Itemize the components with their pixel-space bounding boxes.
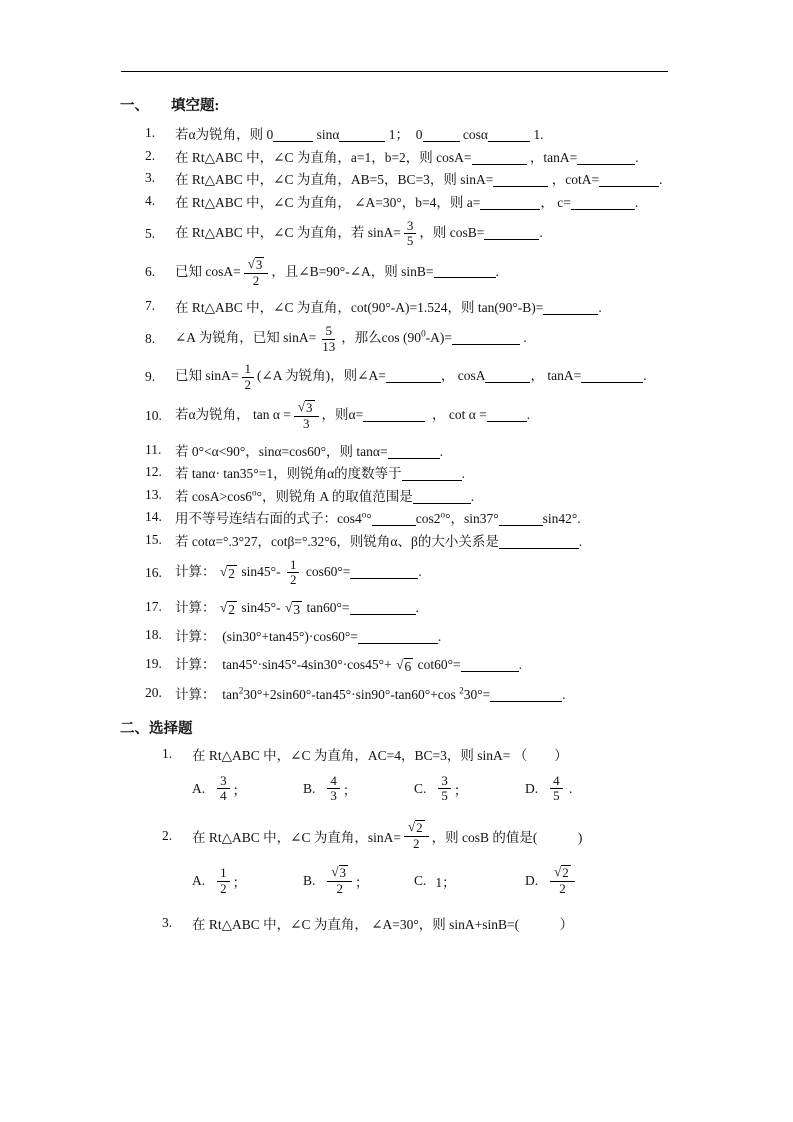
fraction-numerator — [244, 257, 269, 274]
list-item — [120, 625, 676, 645]
list-item — [120, 324, 676, 354]
text-run: . — [461, 466, 466, 482]
text-run: 在 Rt△ABC 中，∠C 为直角， ∠A=30°，b=4，则 a= — [175, 194, 481, 210]
fraction — [550, 774, 563, 804]
fraction-denominator: 5 — [406, 233, 414, 249]
text-run: . — [495, 263, 499, 279]
fraction-denominator: 2 — [289, 572, 297, 588]
fraction — [217, 774, 230, 804]
text-run: °，则锐角 A 的取值范围是 — [256, 488, 413, 504]
item-content — [175, 257, 676, 288]
choice-question — [120, 913, 676, 933]
item-content — [175, 440, 676, 460]
blank-field — [499, 512, 543, 527]
sqrt-expression — [396, 658, 413, 675]
option — [192, 774, 303, 804]
text-run: ，则α= — [321, 407, 364, 423]
text-run: sin45°- — [238, 599, 284, 615]
blank-field — [386, 369, 441, 384]
option — [192, 865, 303, 896]
radical-icon: √ — [407, 818, 416, 834]
item-number: 6. — [145, 264, 156, 280]
radicand: 3 — [255, 256, 263, 272]
blank-field — [490, 687, 562, 702]
item-content — [175, 530, 676, 550]
blank-field — [480, 195, 540, 210]
radicand: 2 — [416, 819, 423, 835]
section1-label: 一、 — [120, 98, 149, 114]
fraction-denominator: 2 — [559, 881, 566, 897]
fill-in-items — [120, 123, 676, 703]
option-label: D. — [525, 873, 539, 889]
fraction-denominator: 5 — [441, 788, 448, 804]
fraction-denominator: 4 — [220, 788, 227, 804]
choice-question — [120, 744, 676, 804]
text-run: ，tanA= — [526, 149, 578, 165]
text-run: 在 Rt△ABC 中，∠C 为直角， ∠A=30°，则 sinA+sinB=( ） — [192, 916, 574, 932]
option-content — [547, 865, 578, 896]
sqrt-expression — [220, 565, 237, 582]
fraction-denominator: 3 — [330, 788, 337, 804]
text-run: 1. — [529, 127, 544, 142]
option — [525, 865, 636, 896]
blank-field — [487, 408, 527, 423]
item-number: 16. — [145, 564, 162, 580]
fraction-numerator: 3 — [438, 774, 451, 790]
text-run: . — [518, 657, 523, 673]
text-run: 在 Rt△ABC 中，∠C 为直角，cot(90°-A)=1.524，则 tan(90°-B)= — [175, 300, 544, 316]
item-content — [175, 362, 676, 392]
text-run: 在 Rt△ABC 中，∠C 为直角，AB=5，BC=3，则 sinA= — [175, 172, 494, 187]
superscript: 2 — [459, 685, 464, 696]
blank-field — [434, 264, 496, 279]
blank-field — [543, 301, 598, 316]
text-run: . — [539, 224, 543, 240]
option-label: A. — [192, 780, 206, 796]
blank-field — [577, 150, 635, 165]
list-item — [120, 296, 676, 316]
item-number: 3. — [145, 170, 156, 185]
text-run: . — [578, 533, 583, 549]
item-number: 9. — [145, 369, 156, 385]
fraction — [294, 400, 319, 431]
item-number: 15. — [145, 531, 162, 547]
question-stem — [120, 913, 676, 933]
fraction-numerator — [327, 865, 352, 882]
text-run: ， tanA= — [530, 368, 582, 384]
fraction-numerator — [294, 400, 319, 417]
list-item — [120, 683, 676, 703]
blank-field — [423, 128, 460, 143]
item-number: 17. — [145, 598, 162, 614]
option-label: C. — [414, 780, 427, 796]
fraction-denominator: 3 — [302, 416, 310, 432]
superscript: 0 — [421, 328, 426, 339]
radical-icon: √ — [284, 599, 293, 615]
option-label: D. — [525, 780, 539, 796]
text-run: 若α为锐角， tan α = — [175, 407, 291, 423]
text-run: 若 tanα· tan35°=1，则锐角α的度数等于 — [175, 466, 402, 482]
text-run: . — [418, 563, 422, 579]
list-item — [120, 168, 676, 188]
text-run: 1； 0 — [385, 127, 423, 142]
list-item — [120, 362, 676, 392]
fraction — [287, 558, 300, 588]
text-run: . — [598, 300, 602, 316]
question-number: 2. — [162, 827, 173, 843]
item-number: 1. — [145, 125, 156, 140]
fraction-numerator: 1 — [242, 362, 255, 378]
list-item — [120, 123, 676, 143]
option-content — [324, 774, 356, 804]
question-text — [192, 913, 573, 933]
text-run: 计算： tan45°·sin45°-4sin30°·cos45°+ — [175, 657, 396, 673]
item-number: 7. — [145, 298, 156, 314]
sqrt-expression — [220, 601, 237, 618]
fraction-numerator — [550, 865, 575, 882]
item-content — [175, 296, 676, 316]
blank-field — [488, 128, 530, 143]
text-run: ， cot α = — [425, 407, 487, 423]
radicand: 2 — [228, 601, 236, 617]
option-content — [435, 774, 467, 804]
list-item — [120, 596, 676, 618]
item-content — [175, 558, 676, 588]
list-item — [120, 191, 676, 211]
option-content — [214, 774, 246, 804]
radicand: 3 — [293, 601, 301, 617]
item-number: 20. — [145, 684, 162, 700]
text-run: ，则 cosB= — [419, 224, 485, 240]
fraction — [242, 362, 255, 392]
fraction-denominator: 13 — [322, 338, 336, 354]
fraction-numerator: 3 — [217, 774, 230, 790]
text-run: . — [526, 407, 531, 423]
fraction — [327, 774, 340, 804]
text-run: 若 0°<α<90°，sinα=cos60°，则 tanα= — [175, 443, 388, 459]
sqrt-expression — [248, 257, 265, 273]
content-area — [120, 94, 676, 939]
text-run: sin42°. — [542, 511, 581, 527]
blank-field — [499, 534, 579, 549]
item-number: 19. — [145, 656, 162, 672]
text-run: . — [415, 599, 419, 615]
option — [525, 774, 636, 804]
text-run: 若 cotα=°.3°27，cotβ=°.32°6，则锐角α、β的大小关系是 — [175, 533, 499, 549]
text-run: . — [437, 629, 442, 645]
fraction-numerator: 3 — [404, 219, 417, 235]
text-run: °，sin37° — [445, 511, 499, 527]
text-run: ° — [366, 511, 372, 527]
fraction-numerator: 1 — [217, 866, 230, 882]
text-run: cos2 — [415, 511, 441, 527]
option-label: B. — [303, 873, 316, 889]
text-run: . — [643, 368, 647, 384]
text-run: sinα — [313, 127, 340, 142]
blank-field — [472, 150, 527, 165]
section1-title: 填空题: — [171, 98, 220, 114]
list-item — [120, 146, 676, 166]
list-item — [120, 653, 676, 675]
item-content — [175, 123, 676, 143]
fraction-denominator: 2 — [220, 880, 227, 896]
fraction-denominator: 2 — [336, 881, 343, 897]
item-number: 18. — [145, 627, 162, 643]
text-run: ，cotA= — [548, 172, 600, 187]
text-run: 30°= — [463, 686, 491, 702]
text-run: 30°+2sin60°-tan45°·sin90°-tan60°+cos — [243, 686, 460, 702]
text-run: cosα — [459, 127, 488, 142]
text-run: ， c= — [540, 194, 571, 210]
text-run: 在 Rt△ABC 中，∠C 为直角，AC=4，BC=3，则 sinA= （ ） — [192, 747, 568, 763]
blank-field — [581, 369, 643, 384]
fraction-numerator: 4 — [327, 774, 340, 790]
question-stem — [120, 744, 676, 764]
fraction-denominator: 2 — [244, 376, 251, 392]
item-content — [175, 191, 676, 211]
text-run: . — [659, 172, 663, 187]
item-number: 5. — [145, 225, 156, 241]
text-run: 计算： — [175, 563, 219, 579]
superscript: o — [361, 509, 367, 520]
radicand: 2 — [562, 865, 569, 881]
text-run: sin45°- — [238, 563, 284, 579]
sqrt-expression — [408, 820, 425, 836]
text-run: . — [470, 488, 475, 504]
option — [414, 774, 525, 804]
section2-heading: 二、选择题 — [120, 720, 193, 737]
item-number: 10. — [145, 408, 162, 423]
list-item — [120, 530, 676, 550]
text-run: ∠A 为锐角，已知 sinA= — [175, 330, 317, 346]
text-run: ，那么cos (90 — [341, 330, 422, 346]
sqrt-expression — [554, 865, 571, 881]
option-content — [547, 774, 572, 804]
text-run: ； — [453, 782, 468, 798]
item-number: 14. — [145, 509, 162, 525]
text-run: ； — [355, 875, 369, 891]
text-run: -A)= — [425, 330, 453, 346]
superscript: o — [440, 509, 446, 520]
list-item — [120, 485, 676, 505]
choice-question — [120, 820, 676, 897]
text-run: . — [565, 780, 573, 796]
fraction — [217, 866, 230, 896]
radical-icon: √ — [554, 864, 562, 880]
item-content — [175, 219, 676, 249]
blank-field — [493, 173, 548, 188]
option-content — [435, 871, 455, 891]
text-run: 在 Rt△ABC 中，∠C 为直角，若 sinA= — [175, 224, 401, 240]
option — [303, 774, 414, 804]
item-content — [175, 146, 676, 166]
text-run: . — [562, 686, 566, 702]
section1-heading — [120, 94, 676, 115]
top-divider — [121, 71, 668, 72]
radical-icon: √ — [247, 255, 255, 271]
question-number: 1. — [162, 745, 173, 761]
list-item — [120, 257, 676, 288]
fraction-numerator: 5 — [322, 324, 335, 340]
item-number: 2. — [145, 147, 156, 163]
options-row — [192, 774, 676, 804]
text-run: 在 Rt△ABC 中，∠C 为直角，sinA= — [192, 829, 401, 845]
sqrt-expression — [331, 865, 348, 881]
text-run: cot60°= — [414, 657, 461, 673]
item-number: 11. — [145, 441, 162, 457]
blank-field — [388, 444, 440, 459]
radicand: 3 — [306, 400, 313, 416]
list-item — [120, 219, 676, 249]
text-run: 若α为锐角，则 0 — [175, 127, 274, 142]
choice-questions — [120, 744, 676, 933]
item-content — [175, 683, 676, 703]
radicand: 3 — [339, 865, 347, 881]
text-run: 计算： (sin30°+tan45°)·cos60°= — [175, 629, 358, 645]
question-number: 3. — [162, 914, 173, 930]
text-run: 已知 sinA= — [175, 368, 239, 384]
option — [303, 865, 414, 896]
item-content — [175, 596, 676, 618]
item-content — [175, 653, 676, 675]
question-text — [192, 744, 568, 764]
radical-icon: √ — [331, 864, 339, 880]
option-content — [214, 866, 246, 896]
blank-field — [485, 369, 530, 384]
blank-field — [452, 331, 520, 346]
blank-field — [484, 225, 539, 240]
text-run: cos60°= — [302, 563, 351, 579]
item-number: 12. — [145, 464, 162, 480]
blank-field — [350, 564, 418, 579]
text-run: 已知 cosA= — [175, 263, 241, 279]
text-run: 计算： — [175, 599, 219, 615]
fraction — [550, 865, 575, 896]
sqrt-expression — [285, 601, 302, 618]
item-content — [175, 485, 676, 505]
radical-icon: √ — [396, 657, 404, 673]
text-run: tan60°= — [303, 599, 350, 615]
blank-field — [461, 658, 519, 673]
superscript: o — [251, 487, 257, 498]
fraction — [404, 219, 417, 249]
fraction — [244, 257, 269, 288]
item-content — [175, 462, 676, 482]
item-content — [175, 625, 676, 645]
option-label: A. — [192, 873, 206, 889]
item-content — [175, 400, 676, 431]
superscript: 2 — [238, 685, 244, 696]
text-run: ； — [232, 875, 247, 891]
option-label: B. — [303, 780, 316, 796]
options-row — [192, 865, 676, 896]
fraction — [404, 820, 429, 851]
text-run: . — [439, 443, 443, 459]
item-content — [175, 324, 676, 354]
fraction — [319, 324, 338, 354]
blank-field — [339, 128, 385, 143]
item-content — [175, 168, 676, 188]
blank-field — [413, 489, 471, 504]
fraction-denominator: 2 — [252, 272, 260, 288]
text-run: 计算： tan — [175, 686, 239, 702]
text-run: . — [634, 194, 639, 210]
text-run: 1； — [435, 875, 456, 891]
list-item — [120, 507, 676, 527]
text-run: ， cosA — [440, 368, 486, 384]
question-stem — [120, 820, 676, 851]
blank-field — [599, 173, 659, 188]
radicand: 6 — [404, 659, 412, 675]
fraction-denominator: 2 — [413, 835, 420, 851]
list-item — [120, 558, 676, 588]
list-item — [120, 440, 676, 460]
text-run: ，且∠B=90°-∠A，则 sinB= — [271, 263, 434, 279]
fraction — [327, 865, 352, 896]
radical-icon: √ — [219, 599, 228, 615]
blank-field — [571, 195, 635, 210]
text-run: 若 cosA>cos6 — [175, 488, 252, 504]
blank-field — [372, 512, 416, 527]
blank-field — [402, 467, 462, 482]
fraction-numerator: 1 — [287, 558, 300, 574]
text-run: . — [635, 149, 639, 165]
item-number: 8. — [145, 331, 156, 347]
radical-icon: √ — [219, 563, 228, 579]
item-number: 13. — [145, 486, 162, 502]
option — [414, 865, 525, 896]
item-content — [175, 507, 676, 527]
blank-field — [363, 408, 425, 423]
text-run: ，则 cosB 的值是( ) — [431, 829, 583, 845]
list-item — [120, 400, 676, 431]
fraction-numerator — [404, 820, 429, 837]
option-label: C. — [414, 873, 427, 889]
text-run: . — [520, 330, 527, 346]
text-run: (∠A 为锐角)，则∠A= — [257, 368, 386, 384]
radicand: 2 — [228, 565, 236, 581]
blank-field — [358, 630, 438, 645]
blank-field — [350, 600, 416, 615]
question-text — [192, 820, 582, 851]
option-content — [324, 865, 368, 896]
text-run: 在 Rt△ABC 中，∠C 为直角，a=1，b=2，则 cosA= — [175, 149, 472, 165]
sqrt-expression — [298, 400, 315, 416]
text-run: 用不等号连结右面的式子：cos4 — [175, 511, 362, 527]
item-number: 4. — [145, 192, 156, 208]
radical-icon: √ — [297, 399, 306, 415]
fraction-numerator: 4 — [550, 774, 563, 790]
fraction-denominator: 5 — [553, 788, 560, 804]
text-run: ； — [342, 782, 357, 798]
list-item — [120, 462, 676, 482]
fraction — [438, 774, 451, 804]
blank-field — [273, 128, 313, 143]
text-run: ； — [232, 782, 247, 798]
